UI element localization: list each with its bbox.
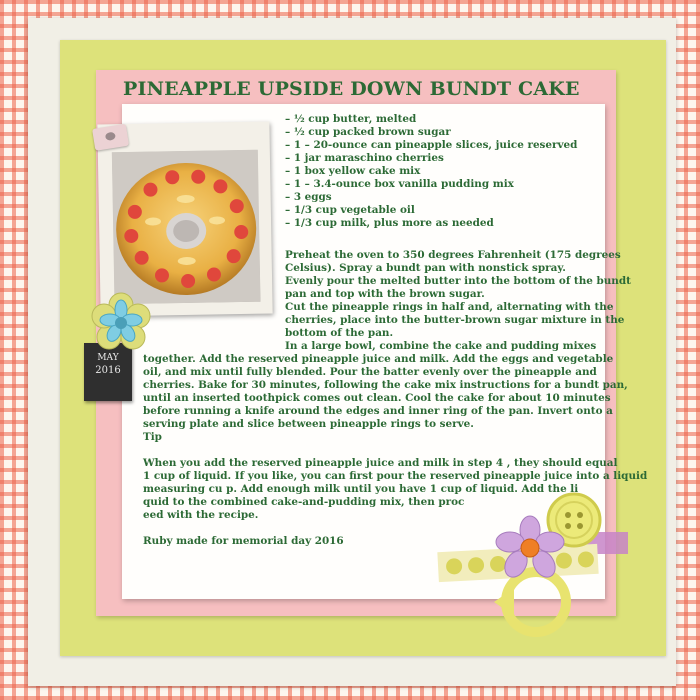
direction-line: cherries, place into the butter-brown sugar mixture in the: [285, 314, 625, 326]
ingredient-item: – 1 jar maraschino cherries: [285, 152, 444, 164]
direction-line: Celsius). Spray a bundt pan with nonstick spray.: [285, 262, 566, 274]
recipe-title: PINEAPPLE UPSIDE DOWN BUNDT CAKE: [123, 78, 580, 100]
yellow-ring-clip-icon: [494, 572, 566, 632]
direction-line: until an inserted toothpick comes out clean. Cool the cake for about 10 minutes: [143, 392, 611, 404]
tip-line: 1 cup of liquid. If you like, you can first pour the reserved pineapple juice into a liquid: [143, 470, 648, 482]
ingredient-item: – 1/3 cup vegetable oil: [285, 204, 415, 216]
direction-line: serving plate and slice between pineapple rings to serve.: [143, 418, 474, 430]
direction-line: Evenly pour the melted butter into the bottom of the bundt: [285, 275, 631, 287]
direction-line: oil, and mix until fully blended. Pour the batter evenly over the pineapple and: [143, 366, 597, 378]
ingredient-item: – ½ cup packed brown sugar: [285, 126, 451, 138]
tip-line: When you add the reserved pineapple juice and milk in step 4 , they should equal: [143, 457, 618, 469]
ingredient-item: – 1 – 3.4-ounce box vanilla pudding mix: [285, 178, 514, 190]
direction-line: before running a knife around the edges and inner ring of the pan. Invert onto a: [143, 405, 613, 417]
decoration-cluster: [432, 490, 632, 650]
ingredient-item: – 1/3 cup milk, plus more as needed: [285, 217, 494, 229]
direction-line: cherries. Bake for 30 minutes, following the cake mix instructions for a bundt pan,: [143, 379, 628, 391]
tag-month: MAY: [97, 353, 119, 363]
footer-note: Ruby made for memorial day 2016: [143, 535, 344, 547]
ingredients-list: [285, 113, 577, 230]
tag-year: 2016: [95, 365, 121, 376]
direction-line: Preheat the oven to 350 degrees Fahrenheit (175 degrees: [285, 249, 621, 261]
direction-line: bottom of the pan.: [285, 327, 394, 339]
ingredient-item: – 1 – 20-ounce can pineapple slices, juice reserved: [285, 139, 578, 151]
ingredient-item: – ½ cup butter, melted: [285, 113, 417, 125]
tip-heading: Tip: [143, 431, 162, 443]
direction-line: together. Add the reserved pineapple juice and milk. Add the eggs and vegetable: [143, 353, 614, 365]
ingredient-item: – 3 eggs: [285, 191, 332, 203]
direction-line: pan and top with the brown sugar.: [285, 288, 485, 300]
direction-line: In a large bowl, combine the cake and pudding mixes: [285, 340, 597, 352]
photo-clip-icon: [92, 124, 129, 151]
direction-line: Cut the pineapple rings in half and, alternating with the: [285, 301, 614, 313]
ingredient-item: – 1 box yellow cake mix: [285, 165, 421, 177]
tip-line: quid to the combined cake-and-pudding mix, then proc: [143, 496, 465, 508]
tip-line: eed with the recipe.: [143, 509, 259, 521]
blue-flower-icon: [90, 292, 152, 354]
tip-line: measuring cu p. Add enough milk until you have 1 cup of liquid. Add the li: [143, 483, 579, 495]
